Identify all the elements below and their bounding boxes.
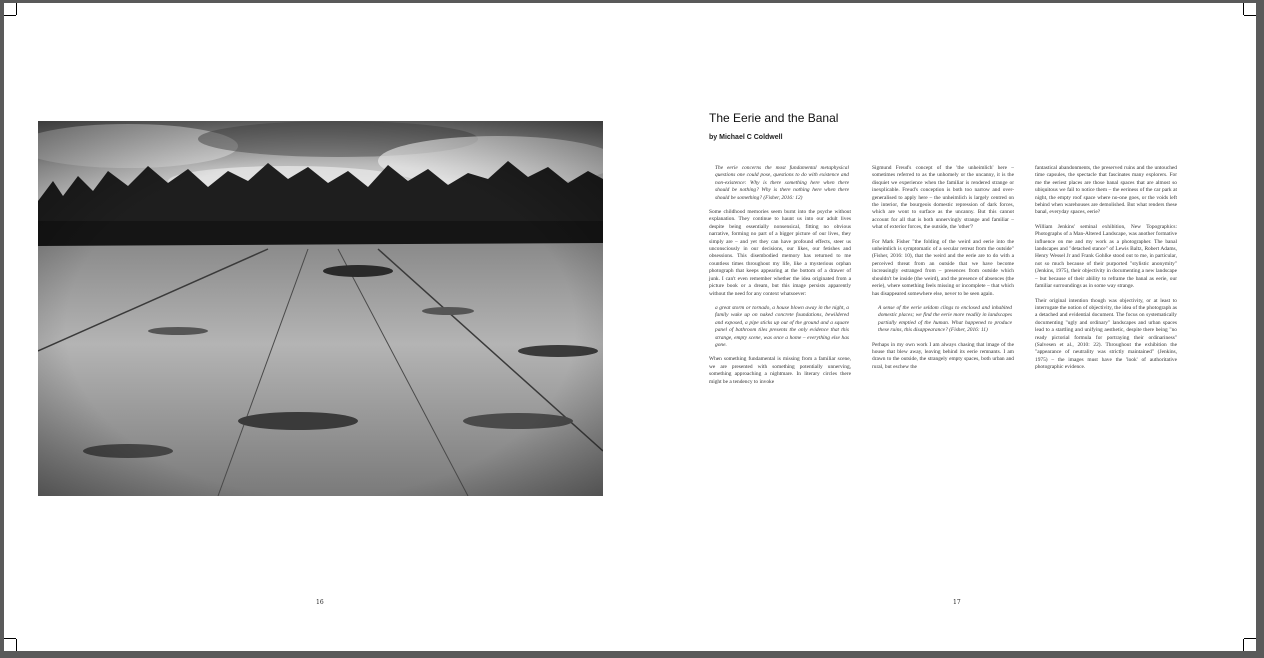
crop-mark-bottom-right — [1243, 639, 1244, 651]
crop-mark-bottom-left-h — [4, 638, 16, 639]
crop-mark-top-right-h — [1244, 15, 1256, 16]
text-column-1 — [709, 165, 851, 393]
text-column-3 — [1035, 165, 1177, 379]
right-page-number: 17 — [953, 599, 961, 606]
crop-mark-top-left — [16, 3, 17, 15]
crop-mark-top-right — [1243, 3, 1244, 15]
article-title: The Eerie and the Banal — [709, 111, 839, 125]
article-byline: by Michael C Coldwell — [709, 134, 783, 141]
body-paragraph: Sigmund Freud's concept of the 'the unheimlich' here – sometimes referred to as the unhomely or the uncanny, it is the disquiet we experience when the familiar is rendered strange or inexplicable. Freud's conception is both too narrow and over-generalised to apply here – the unheimlich is largely centred on the interior, the bourgeois domestic repression of dark forces, which are wont to surface as the uncanny. But this cannot account for all that is both unnervingly strange and familiar – what of exterior forces, the outside, the 'other'? — [872, 165, 1014, 231]
body-paragraph: Their original intention though was objectivity, or at least to interrogate the notion of objectivity, the idea of the photograph as a detached and evidential document. The focus on systematically documenting "ugly and ordinary" landscapes and urban spaces lead to a startling and unifying aesthetic, despite there being "no ready pictorial formula for portraying their ordinariness" (Salvesen et al., 2010: 22). Throughout the exhibition the "appearance of neutrality was strictly maintained" (Jenkins, 1975) – the images must have the 'look' of authoritative photographic evidence. — [1035, 297, 1177, 371]
body-paragraph: Some childhood memories seem burnt into the psyche without explanation. They continue to haunt us into our adult lives despite being essentially nonsensical, fitting no obvious narrative, forming no part of a bigger picture of our lives, they simply are – and yet they can have profound effects, steer us unconsciously in our decisions, our likes, our fetishes and obsessions. This disembodied memory has returned to me countless times throughout my life, like a mysterious orphan photograph that keeps appearing at the bottom of a drawer of junk. I can't even remember whether the idea originated from a picture book or a dream, but this image persists apparently without the need for any context whatsoever: — [709, 209, 851, 297]
text-column-2 — [872, 165, 1014, 378]
book-spread — [4, 3, 1256, 651]
crop-mark-top-left-h — [4, 15, 16, 16]
body-paragraph: Perhaps in my own work I am always chasing that image of the house that blew away, leaving behind its eerie remnants. I am drawn to the outside, the strangely empty spaces, both urban and rural, but eschew the — [872, 341, 1014, 370]
body-paragraph: fantastical abandonments, the preserved ruins and the untouched time capsules, the spectacle that fascinates many explorers. For me the eeriest places are those banal spaces that are almost so ubiquitous we fail to notice them – the eeriness of the car park at night, the empty roof space where no-one goes, or the voids left behind when warehouses are demolished. But what renders these banal, everyday spaces, eerie? — [1035, 165, 1177, 216]
left-page-number: 16 — [316, 599, 324, 606]
photo-icon — [38, 121, 603, 496]
crop-mark-bottom-right-h — [1244, 638, 1256, 639]
body-paragraph: For Mark Fisher "the folding of the weird and eerie into the unheimlich is symptomatic of a secular retreat from the outside" (Fisher, 2016: 10), that the weird and the eerie are to do with a perceived threat from an outside that we have become increasingly estranged from – presences from outside which shouldn't be inside (the weird), and the presence of absences (the eerie), where something feels missing or incomplete – that which has disappeared somewhere else, never to be seen again. — [872, 238, 1014, 297]
block-quote: A sense of the eerie seldom clings to enclosed and inhabited domestic places; we find the eerie more readily in landscapes partially emptied of the human. What happened to produce these ruins, this disappearance? (Fisher, 2016: 11) — [878, 304, 1012, 334]
block-quote: a great storm or tornado, a house blown away in the night, a family wake up on naked concrete foundations, bewildered and exposed, a pipe sticks up out of the ground and a square panel of bathroom tiles presents the only evidence that this strange, empty scene, was once a home – everything else has gone. — [715, 304, 849, 348]
body-paragraph: When something fundamental is missing from a familiar scene, we are presented with something potentially unnerving, something approaching a nightmare. In literary circles there might be a tendency to invoke — [709, 356, 851, 385]
epigraph-quote: The eerie concerns the most fundamental metaphysical questions one could pose, questions to do with existence and non-existence: Why is there something here when there should be nothing? Why is there nothing here when there should be something? (Fisher, 2016: 12) — [715, 165, 849, 201]
body-paragraph: William Jenkins' seminal exhibition, New Topographics: Photographs of a Man-Altered Landscape, was another formative influence on me and my work as a photographer. The banal landscapes and "detached stance" of Lewis Baltz, Robert Adams, Henry Wessel Jr and Frank Gohlke stood out to me, in particular, not so much because of their purported "stylistic anonymity" (Jenkins, 1975), their objectivity in documenting a new landscape – but because of their ability to reframe the banal as eerie, our familiar surroundings as in some way strange. — [1035, 223, 1177, 290]
concrete-lot-photo — [38, 121, 603, 496]
crop-mark-bottom-left — [16, 639, 17, 651]
